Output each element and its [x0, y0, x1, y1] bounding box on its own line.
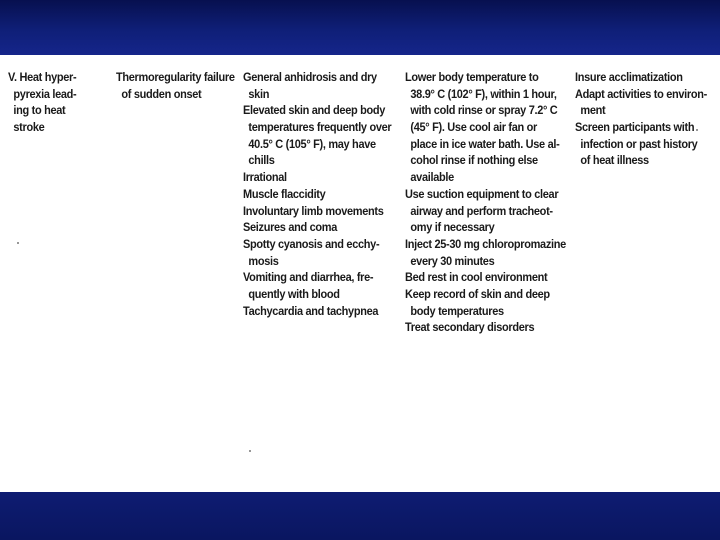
treatment-line: 38.9° C (102° F), within 1 hour,	[410, 86, 557, 101]
slide-footer-band	[0, 492, 720, 540]
treatment-column	[405, 69, 566, 336]
prevention-line: Insure acclimatization	[575, 70, 683, 84]
treatment-line: body temperatures	[410, 303, 504, 318]
scan-speck	[249, 450, 251, 452]
scan-speck	[17, 242, 19, 244]
treatment-line: with cold rinse or spray 7.2° C	[410, 103, 558, 118]
cause-column	[116, 69, 235, 102]
sign-line: 40.5° C (105° F), may have	[248, 136, 376, 151]
treatment-line: (45° F). Use cool air fan or	[410, 120, 538, 135]
stage-line: pyrexia lead-	[13, 86, 77, 101]
treatment-line: Use suction equipment to clear	[405, 186, 559, 201]
treatment-line: Treat secondary disorders	[405, 320, 535, 335]
prevention-line: Screen participants with	[575, 120, 695, 135]
sign-line: Elevated skin and deep body	[243, 103, 386, 118]
treatment-line: every 30 minutes	[410, 253, 495, 268]
treatment-line: Inject 25-30 mg chloropromazine	[405, 236, 566, 251]
prevention-line: Adapt activities to environ-	[575, 86, 707, 101]
treatment-line: available	[410, 170, 454, 185]
treatment-line: Keep record of skin and deep	[405, 286, 550, 301]
cause-line: of sudden onset	[121, 86, 202, 101]
slide-header-band	[0, 0, 720, 55]
stage-line: V. Heat hyper-	[8, 70, 77, 84]
prevention-line: of heat illness	[580, 153, 649, 168]
sign-line: chills	[248, 153, 275, 168]
sign-line: Seizures and coma	[243, 220, 338, 235]
treatment-line: cohol rinse if nothing else	[410, 153, 538, 168]
sign-line: General anhidrosis and dry	[243, 70, 377, 84]
treatment-line: omy if necessary	[410, 220, 495, 235]
sign-line: temperatures frequently over	[248, 120, 392, 135]
prevention-column	[575, 69, 707, 169]
scanned-table-page	[0, 55, 720, 492]
prevention-line: infection or past history	[580, 136, 698, 151]
stage-line: ing to heat	[13, 103, 66, 118]
stage-column	[8, 69, 76, 136]
scan-speck	[696, 129, 698, 131]
cause-line: Thermoregularity failure	[116, 70, 235, 84]
treatment-line: airway and perform tracheot-	[410, 203, 553, 218]
sign-line: Tachycardia and tachypnea	[243, 303, 379, 318]
sign-line: Vomiting and diarrhea, fre-	[243, 270, 374, 285]
treatment-line: Bed rest in cool environment	[405, 270, 548, 285]
sign-line: quently with blood	[248, 286, 340, 301]
sign-line: Spotty cyanosis and ecchy-	[243, 236, 380, 251]
sign-line: skin	[248, 86, 270, 101]
sign-line: mosis	[248, 253, 279, 268]
sign-line: Irrational	[243, 170, 287, 185]
sign-line: Involuntary limb movements	[243, 203, 384, 218]
treatment-line: place in ice water bath. Use al-	[410, 136, 560, 151]
stage-line: stroke	[13, 120, 45, 135]
treatment-line: Lower body temperature to	[405, 70, 539, 84]
signs-column	[243, 69, 391, 319]
prevention-line: ment	[580, 103, 606, 118]
sign-line: Muscle flaccidity	[243, 186, 326, 201]
